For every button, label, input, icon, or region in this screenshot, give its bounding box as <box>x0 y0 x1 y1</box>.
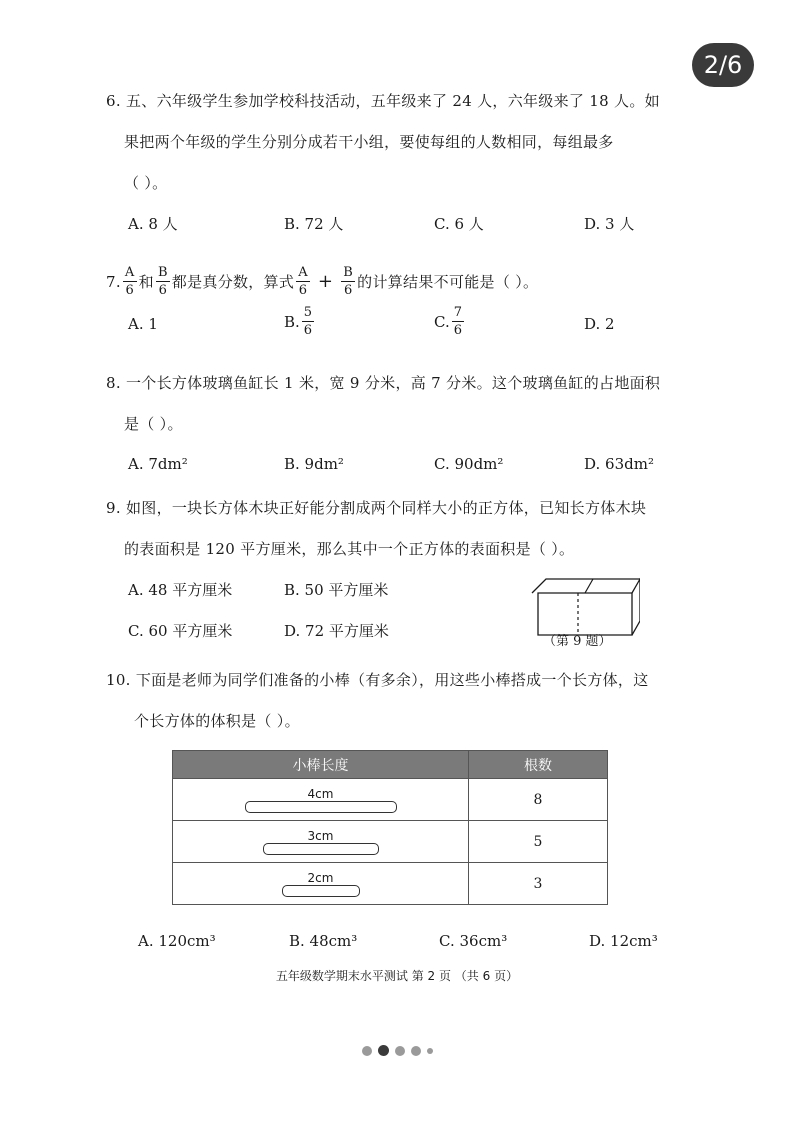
rod-length-label: 2cm <box>307 870 334 885</box>
q7-text1: 都是真分数，算式 <box>171 273 295 291</box>
q10-option-d[interactable]: D. 12cm³ <box>589 932 658 950</box>
q7-plus-sign: + <box>317 271 334 292</box>
page-dot[interactable] <box>427 1048 433 1054</box>
rod-4cm-bar <box>245 801 397 813</box>
rod-length-label: 4cm <box>307 786 334 801</box>
table-row <box>173 821 608 863</box>
rod-count: 3 <box>469 863 608 905</box>
q6-line1: 6. 五、六年级学生参加学校科技活动，五年级来了 24 人，六年级来了 18 人。如 <box>106 92 660 110</box>
q7-stem <box>106 266 538 297</box>
q9-figure-label: （第 9 题） <box>543 634 612 649</box>
q10-option-b[interactable]: B. 48cm³ <box>289 932 358 950</box>
q7-text2: 的计算结果不可能是（ ）。 <box>357 273 539 291</box>
rod-count: 8 <box>469 779 608 821</box>
q8-option-c[interactable]: C. 90dm² <box>434 455 504 473</box>
page-dot-active[interactable] <box>378 1045 389 1056</box>
q6-line2: 果把两个年级的学生分别分成若干小组，要使每组的人数相同，每组最多 <box>124 133 614 151</box>
q6-option-c[interactable]: C. 6 人 <box>434 215 484 233</box>
rod-length-label: 3cm <box>307 828 334 843</box>
page-footer: 五年级数学期末水平测试 第 2 页 （共 6 页） <box>275 969 519 983</box>
table-row <box>173 779 608 821</box>
q6-option-d[interactable]: D. 3 人 <box>584 215 635 233</box>
page-indicator-badge: 2/6 <box>692 43 754 87</box>
q9-option-d[interactable]: D. 72 平方厘米 <box>284 622 389 640</box>
q10-option-c[interactable]: C. 36cm³ <box>439 932 508 950</box>
q6-option-b[interactable]: B. 72 人 <box>284 215 344 233</box>
q7-option-a[interactable]: A. 1 <box>128 315 158 333</box>
q10-option-a[interactable]: A. 120cm³ <box>138 932 216 950</box>
q6-line3: （ ）。 <box>124 174 168 192</box>
q7-option-b[interactable]: B. $\frac{5}{6}$ <box>284 305 313 338</box>
rod-2cm-bar <box>282 885 360 897</box>
q7-fraction-a: $\frac{A}{6}$ <box>124 265 135 298</box>
rod-length-header: 小棒长度 <box>173 751 469 779</box>
q6-option-a[interactable]: A. 8 人 <box>128 215 178 233</box>
q8-option-d[interactable]: D. 63dm² <box>584 455 654 473</box>
q8-option-a[interactable]: A. 7dm² <box>128 455 188 473</box>
rod-3cm-bar <box>263 843 379 855</box>
q7-fraction-b-expr: $\frac{B}{6}$ <box>343 265 354 298</box>
page-dot[interactable] <box>411 1046 421 1056</box>
q10-line1: 10. 下面是老师为同学们准备的小棒（有多余），用这些小棒搭成一个长方体，这 <box>106 671 649 689</box>
q9-option-b[interactable]: B. 50 平方厘米 <box>284 581 389 599</box>
q7-option-c[interactable]: C. $\frac{7}{6}$ <box>434 305 462 338</box>
q9-option-a[interactable]: A. 48 平方厘米 <box>128 581 233 599</box>
q8-line2: 是（ ）。 <box>124 415 183 433</box>
rod-count-header: 根数 <box>469 751 608 779</box>
q7-fraction-b: $\frac{B}{6}$ <box>157 265 168 298</box>
page-dots-indicator[interactable] <box>362 1045 433 1056</box>
page-dot[interactable] <box>395 1046 405 1056</box>
q10-line2: 个长方体的体积是（ ）。 <box>134 712 300 730</box>
q8-line1: 8. 一个长方体玻璃鱼缸长 1 米，宽 9 分米，高 7 分米。这个玻璃鱼缸的占地面积 <box>106 374 661 392</box>
q9-line1: 9. 如图，一块长方体木块正好能分割成两个同样大小的正方体，已知长方体木块 <box>106 499 647 517</box>
q7-number: 7. <box>106 272 121 291</box>
q9-option-c[interactable]: C. 60 平方厘米 <box>128 622 233 640</box>
table-row <box>173 863 608 905</box>
q9-line2: 的表面积是 120 平方厘米，那么其中一个正方体的表面积是（ ）。 <box>124 540 575 558</box>
q8-option-b[interactable]: B. 9dm² <box>284 455 344 473</box>
page-dot[interactable] <box>362 1046 372 1056</box>
q7-fraction-a-expr: $\frac{A}{6}$ <box>298 265 308 298</box>
q7-option-d[interactable]: D. 2 <box>584 315 615 333</box>
rod-count: 5 <box>469 821 608 863</box>
rod-table <box>172 750 608 905</box>
q7-and: 和 <box>138 273 154 291</box>
